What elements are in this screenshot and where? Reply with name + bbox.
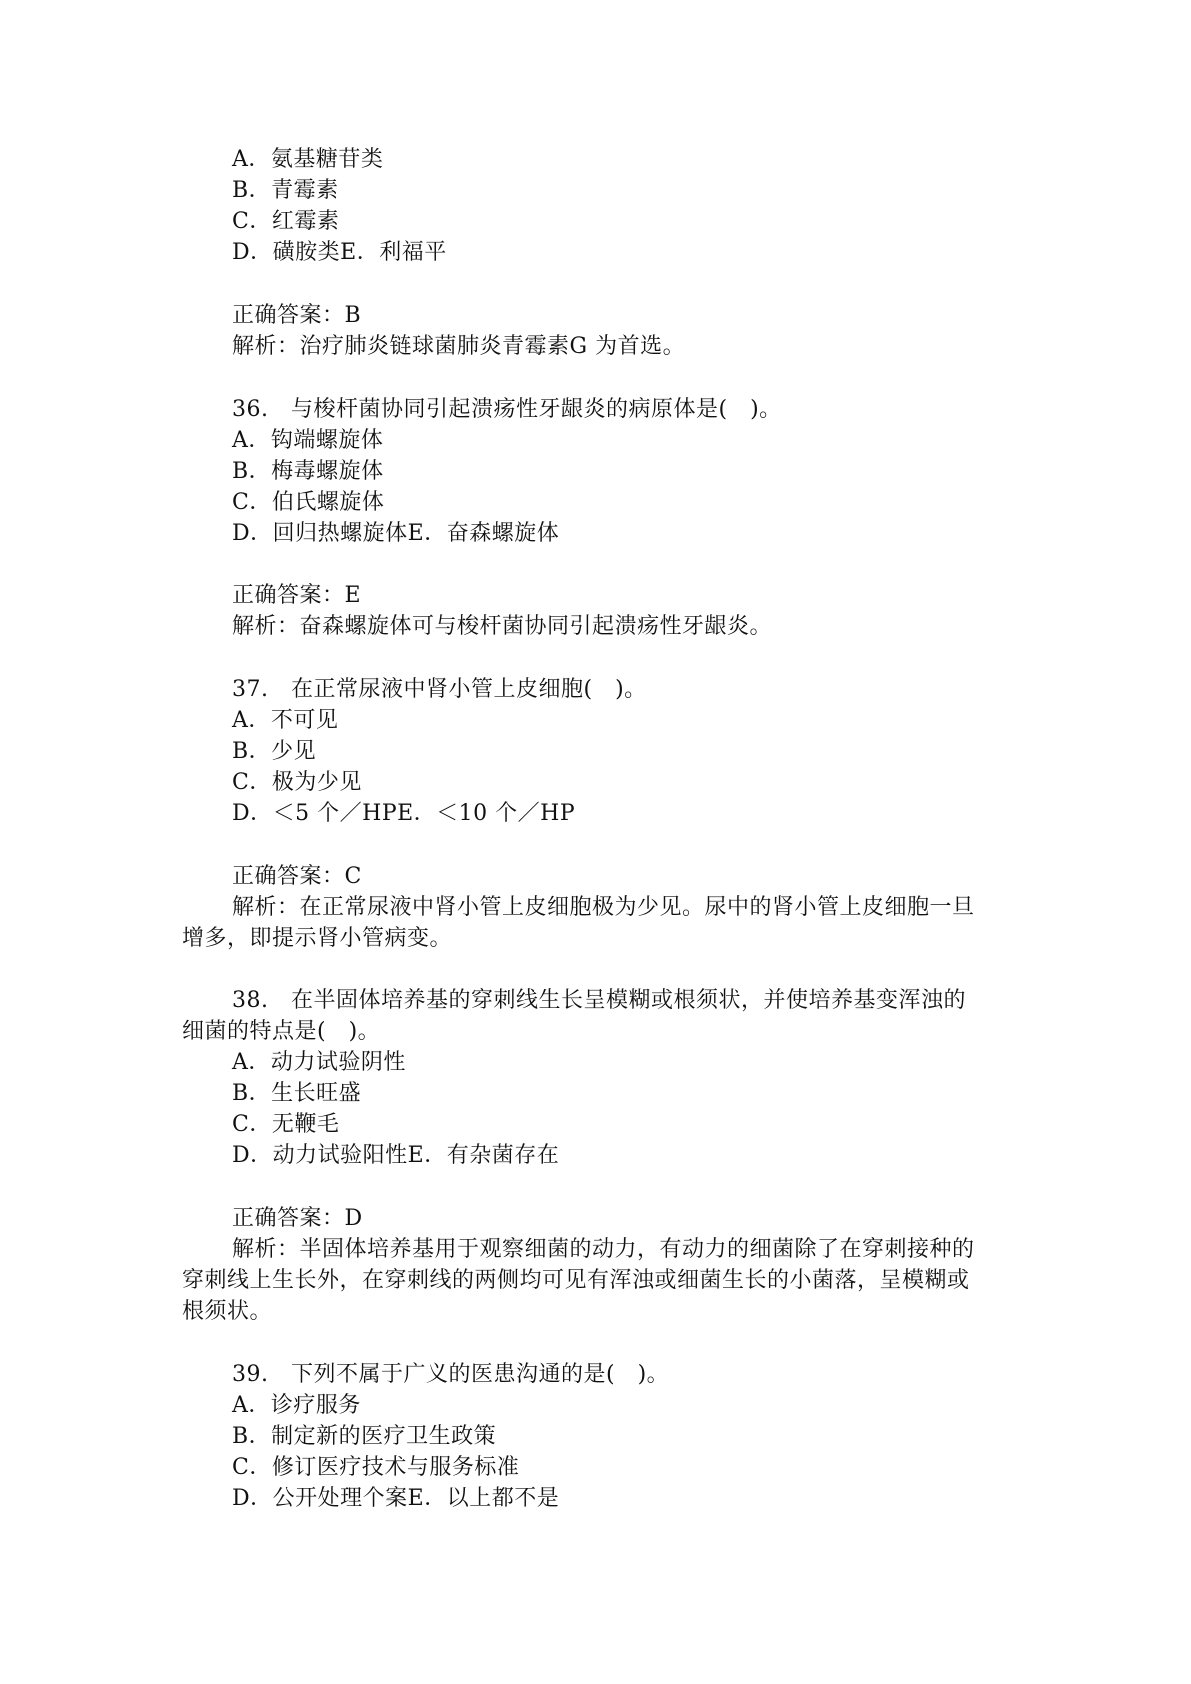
q37-analysis-line-1: 解析：在正常尿液中肾小管上皮细胞极为少见。尿中的肾小管上皮细胞一旦 (232, 895, 975, 920)
q38-stem-line-1: 38. 在半固体培养基的穿刺线生长呈模糊或根须状，并使培养基变浑浊的 (232, 988, 966, 1013)
q39-option-b: B．制定新的医疗卫生政策 (232, 1424, 497, 1449)
q35-option-a: A．氨基糖苷类 (232, 147, 384, 172)
q37-option-b: B．少见 (232, 739, 317, 764)
q39-stem: 39. 下列不属于广义的医患沟通的是( )。 (232, 1362, 670, 1387)
q38-stem-line-2: 细菌的特点是( )。 (182, 1019, 381, 1044)
q37-option-d-e: D．＜5 个／HPE．＜10 个／HP (232, 801, 576, 826)
q36-option-d-e: D．回归热螺旋体E．奋森螺旋体 (232, 521, 560, 546)
q35-option-b: B．青霉素 (232, 178, 339, 203)
q36-option-a: A．钩端螺旋体 (232, 428, 384, 453)
q35-answer: 正确答案：B (232, 303, 362, 328)
q38-option-c: C．无鞭毛 (232, 1112, 340, 1137)
q38-analysis-line-3: 根须状。 (182, 1299, 273, 1324)
q35-option-d-e: D．磺胺类E．利福平 (232, 240, 447, 265)
q38-option-d-e: D．动力试验阳性E．有杂菌存在 (232, 1143, 560, 1168)
q39-option-a: A．诊疗服务 (232, 1393, 361, 1418)
q39-option-d-e: D．公开处理个案E．以上都不是 (232, 1486, 560, 1511)
q38-analysis-line-2: 穿刺线上生长外，在穿刺线的两侧均可见有浑浊或细菌生长的小菌落，呈模糊或 (182, 1268, 970, 1293)
q38-analysis-line-1: 解析：半固体培养基用于观察细菌的动力，有动力的细菌除了在穿刺接种的 (232, 1237, 975, 1262)
q36-stem: 36. 与梭杆菌协同引起溃疡性牙龈炎的病原体是( )。 (232, 397, 782, 422)
q36-option-b: B．梅毒螺旋体 (232, 459, 384, 484)
q37-option-a: A．不可见 (232, 708, 339, 733)
q37-answer: 正确答案：C (232, 864, 362, 889)
q37-analysis-line-2: 增多，即提示肾小管病变。 (182, 926, 453, 951)
q38-option-b: B．生长旺盛 (232, 1081, 362, 1106)
q38-option-a: A．动力试验阴性 (232, 1050, 406, 1075)
q37-option-c: C．极为少见 (232, 770, 362, 795)
q36-answer: 正确答案：E (232, 583, 362, 608)
q36-analysis: 解析：奋森螺旋体可与梭杆菌协同引起溃疡性牙龈炎。 (232, 614, 773, 639)
q36-option-c: C．伯氏螺旋体 (232, 490, 385, 515)
q38-answer: 正确答案：D (232, 1206, 363, 1231)
q35-analysis: 解析：治疗肺炎链球菌肺炎青霉素G 为首选。 (232, 334, 686, 359)
q35-option-c: C．红霉素 (232, 209, 340, 234)
q39-option-c: C．修订医疗技术与服务标准 (232, 1455, 520, 1480)
q37-stem: 37. 在正常尿液中肾小管上皮细胞( )。 (232, 677, 647, 702)
